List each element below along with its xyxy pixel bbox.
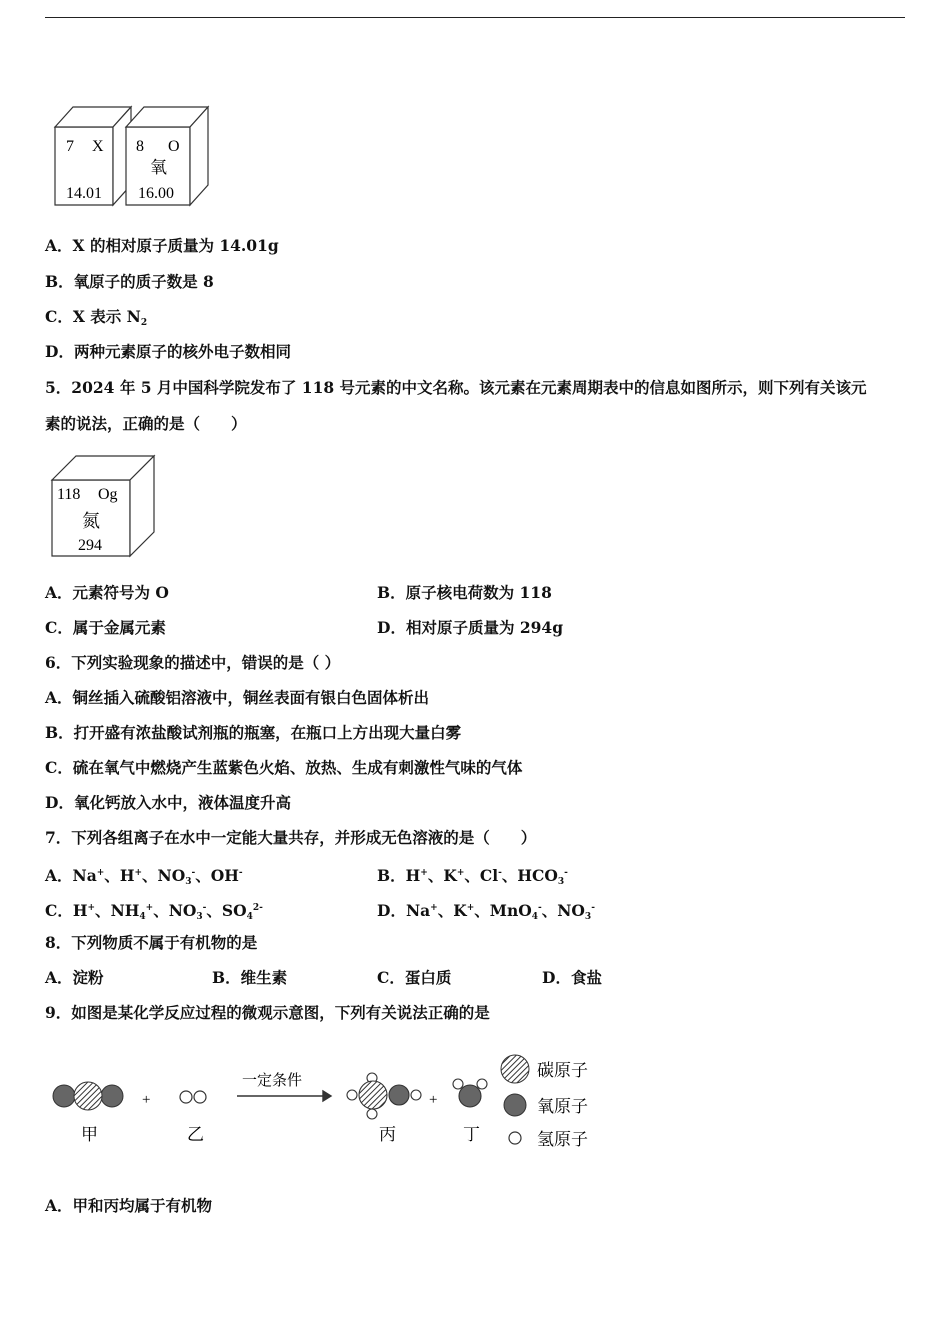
- legend-carbon: 碳原子: [537, 1061, 588, 1080]
- q4-option-a: A．X 的相对原子质量为 14.01g: [45, 236, 279, 255]
- cell-o-symbol: O: [168, 138, 180, 155]
- header-rule: [45, 17, 905, 18]
- q5-stem-line1: 5．2024 年 5 月中国科学院发布了 118 号元素的中文名称。该元素在元素周期表中的信息如图所示，则下列有关该元: [45, 378, 867, 397]
- q5-element-cell-figure: [48, 452, 160, 560]
- legend-hydrogen: 氢原子: [537, 1130, 588, 1149]
- q5-option-a: A．元素符号为 O: [45, 583, 169, 602]
- cell-x-number: 7: [66, 138, 74, 155]
- q9-option-a: A．甲和丙均属于有机物: [45, 1196, 213, 1215]
- q8-option-c: C．蛋白质: [377, 968, 452, 987]
- q8-option-d: D．食盐: [542, 968, 602, 987]
- q6-stem: 6．下列实验现象的描述中，错误的是（ ）: [45, 653, 341, 672]
- cell-x-mass: 14.01: [66, 185, 102, 202]
- q5-option-c: C．属于金属元素: [45, 618, 166, 637]
- q7-option-a: A．Na+、H+、$NO_3^-$、OH-: [45, 866, 243, 887]
- q9-stem: 9．如图是某化学反应过程的微观示意图，下列有关说法正确的是: [45, 1003, 490, 1022]
- q7-option-b: B．H+、K+、Cl-、$HCO_3^-$: [377, 866, 568, 887]
- q6-option-b: B．打开盛有浓盐酸试剂瓶的瓶塞，在瓶口上方出现大量白雾: [45, 723, 462, 742]
- cell-og-mass: 294: [78, 537, 102, 554]
- q5-option-d: D．相对原子质量为 294g: [377, 618, 564, 637]
- molecule-bing: [347, 1073, 421, 1119]
- legend-oxygen: 氧原子: [537, 1097, 588, 1116]
- q6-option-c: C．硫在氧气中燃烧产生蓝紫色火焰、放热、生成有刺激性气味的气体: [45, 758, 523, 777]
- label-jia: 甲: [81, 1125, 98, 1144]
- q6-option-d: D．氧化钙放入水中，液体温度升高: [45, 793, 291, 812]
- q7-stem: 7．下列各组离子在水中一定能大量共存，并形成无色溶液的是（ ）: [45, 828, 537, 847]
- molecule-yi: [180, 1091, 206, 1103]
- molecule-jia: [53, 1082, 123, 1110]
- reaction-condition: 一定条件: [242, 1073, 303, 1089]
- label-yi: 乙: [187, 1125, 204, 1144]
- legend-carbon-icon: [501, 1055, 529, 1083]
- q8-option-b: B．维生素: [212, 968, 288, 987]
- cell-x-symbol: X: [92, 138, 104, 155]
- q9-reaction-diagram: [45, 1045, 605, 1155]
- legend-hydrogen-icon: [509, 1132, 521, 1144]
- q4-option-d: D．两种元素原子的核外电子数相同: [45, 342, 291, 361]
- q4-element-cells-figure: [50, 103, 215, 209]
- cell-o-mass: 16.00: [138, 185, 174, 202]
- legend-oxygen-icon: [504, 1094, 526, 1116]
- reaction-arrow: [237, 1091, 331, 1101]
- q7-option-c: C．H+、$NH_4^+$、$NO_3^-$、$SO_4^{2-}$: [45, 901, 263, 922]
- q5-option-b: B．原子核电荷数为 118: [377, 583, 552, 602]
- molecule-ding: [453, 1079, 487, 1107]
- cell-og-symbol: Og: [98, 486, 118, 503]
- plus-2: +: [429, 1092, 438, 1108]
- q7-option-d: D．Na+、K+、MnO$_4$-、$NO_3^-$: [377, 901, 595, 922]
- cell-o-number: 8: [136, 138, 144, 155]
- label-ding: 丁: [463, 1125, 480, 1144]
- label-bing: 丙: [379, 1125, 396, 1144]
- q4-option-c: C．X 表示 $N_2$: [45, 307, 148, 328]
- q4-option-b: B．氧原子的质子数是 8: [45, 272, 214, 291]
- q6-option-a: A．铜丝插入硫酸铝溶液中，铜丝表面有银白色固体析出: [45, 688, 430, 707]
- cell-og-number: 118: [57, 486, 81, 503]
- q8-option-a: A．淀粉: [45, 968, 104, 987]
- cell-o-name: 氧: [150, 158, 167, 178]
- plus-1: +: [142, 1092, 151, 1108]
- q8-stem: 8．下列物质不属于有机物的是: [45, 933, 258, 952]
- q5-stem-line2: 素的说法，正确的是（ ）: [45, 414, 247, 433]
- cell-og-name: 氮: [82, 511, 100, 532]
